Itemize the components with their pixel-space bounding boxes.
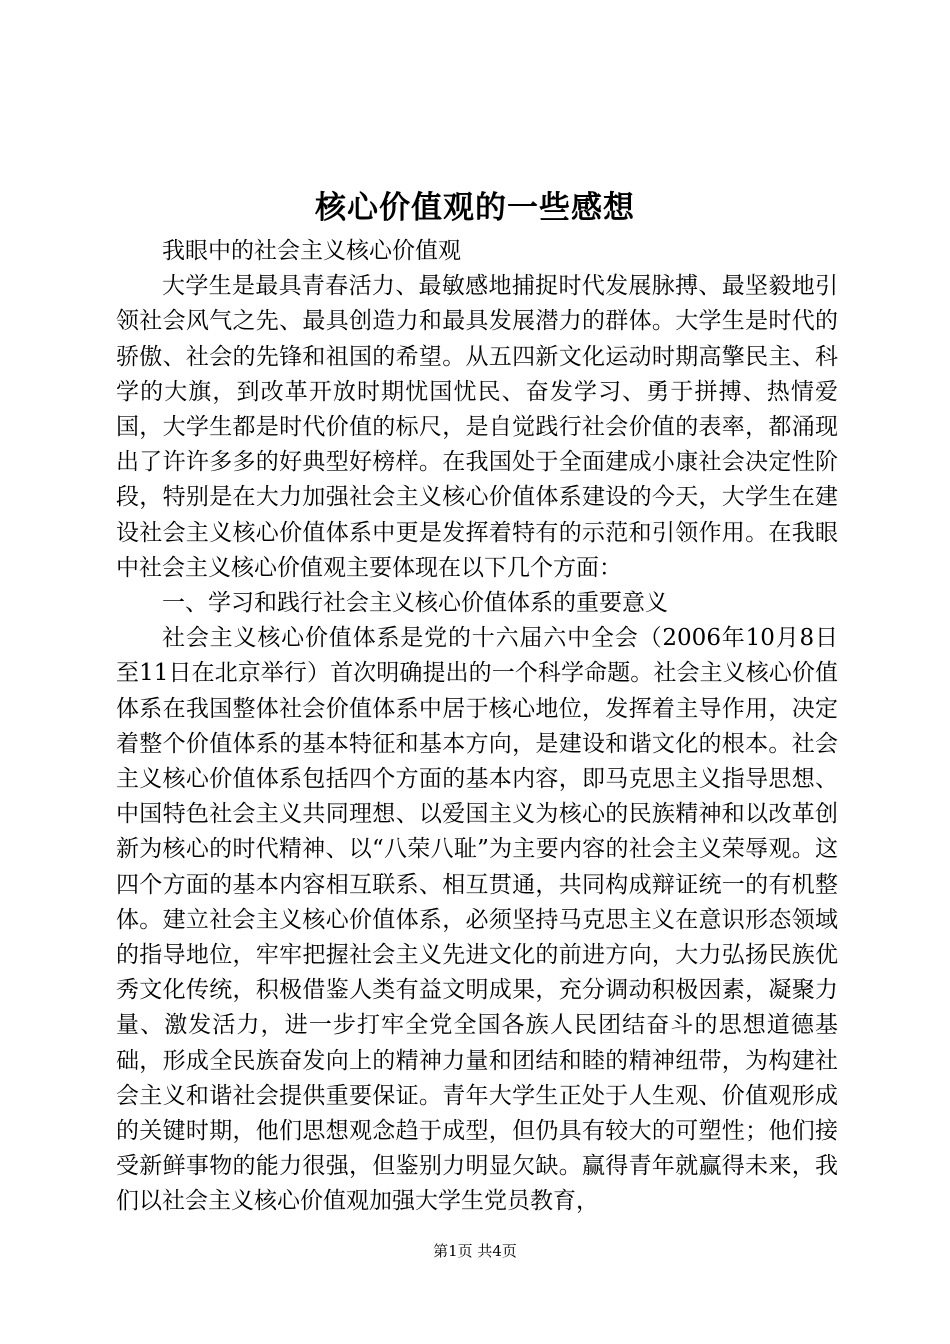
paragraph-section-heading-1: 一、学习和践行社会主义核心价值体系的重要意义 xyxy=(162,590,668,617)
document-title: 核心价值观的一些感想 xyxy=(315,190,635,226)
paragraph-university-students: 大学生是最具青春活力、最敏感地捕捉时代发展脉搏、最坚毅地引领社会风气之先、最具创造力和最具发展潜力的群体。大学生是时代的骄傲、社会的先锋和祖国的希望。从五四新文化运动时期高擎民主、科学的大旗，到改革开放时期忧国忧民、奋发学习、勇于拼搏、热情爱国，大学生都是时代价值的标尺，是自觉践行社会价值的表率，都涌现出了许许多多的好典型好榜样。在我国处于全面建成小康社会决定性阶段，特别是在大力加强社会主义核心价值体系建设的今天，大学生在建设社会主义核心价值体系中更是发挥着特有的示范和引领作用。在我眼中社会主义核心价值观主要体现在以下几个方面： xyxy=(116,273,838,581)
paragraph-core-value-system: 社会主义核心价值体系是党的十六届六中全会（2006年10月8日至11日在北京举行）首次明确提出的一个科学命题。社会主义核心价值体系在我国整体社会价值体系中居于核心地位，发挥着主导作用，决定着整个价值体系的基本特征和基本方向，是建设和谐文化的根本。社会主义核心价值体系包括四个方面的基本内容，即马克思主义指导思想、中国特色社会主义共同理想、以爱国主义为核心的民族精神和以改革创新为核心的时代精神、以“八荣八耻”为主要内容的社会主义荣辱观。这四个方面的基本内容相互联系、相互贯通，共同构成辩证统一的有机整体。建立社会主义核心价值体系，必须坚持马克思主义在意识形态领域的指导地位，牢牢把握社会主义先进文化的前进方向，大力弘扬民族优秀文化传统，积极借鉴人类有益文明成果，充分调动积极因素，凝聚力量、激发活力，进一步打牢全党全国各族人民团结奋斗的思想道德基础，形成全民族奋发向上的精神力量和团结和睦的精神纽带，为构建社会主义和谐社会提供重要保证。青年大学生正处于人生观、价值观形成的关键时期，他们思想观念趋于成型，但仍具有较大的可塑性；他们接受新鲜事物的能力很强，但鉴别力明显欠缺。赢得青年就赢得未来，我们以社会主义核心价值观加强大学生党员教育， xyxy=(116,625,838,1215)
page-footer: 第1页 共4页 xyxy=(433,1242,517,1260)
paragraph-heading-intro: 我眼中的社会主义核心价值观 xyxy=(162,238,461,264)
document-body xyxy=(116,234,838,1220)
